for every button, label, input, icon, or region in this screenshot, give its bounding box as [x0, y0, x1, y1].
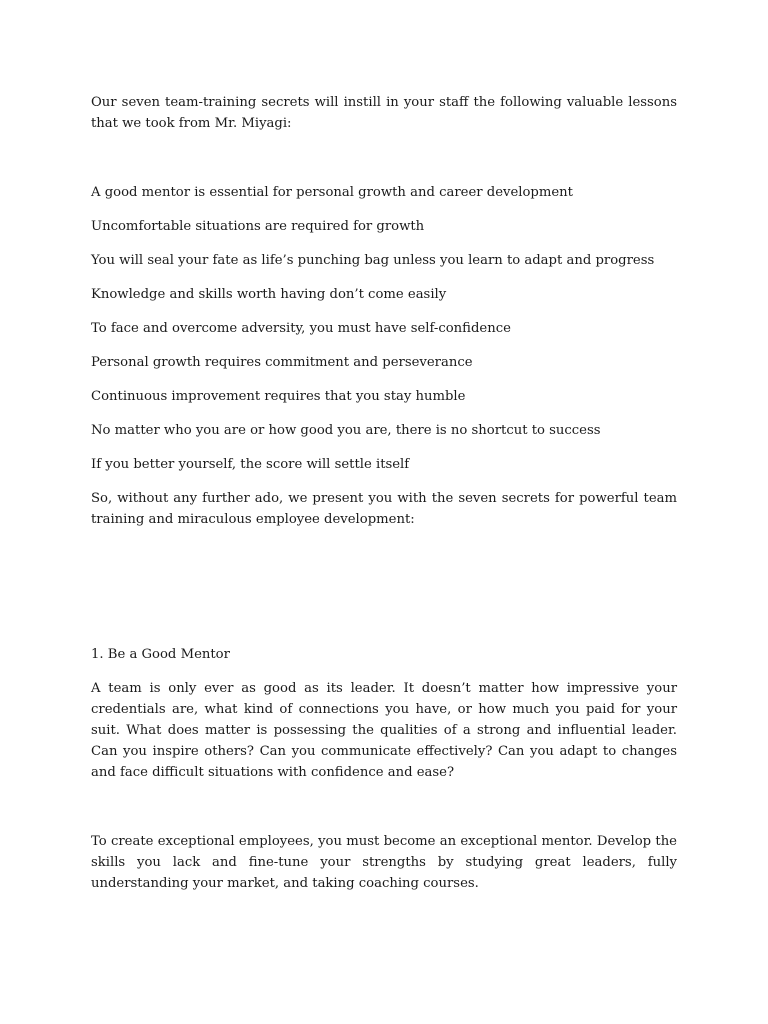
document-body — [91, 92, 677, 894]
section-heading: 1. Be a Good Mentor — [91, 647, 230, 662]
lesson-item: A good mentor is essential for personal growth and career development — [91, 185, 573, 200]
lesson-item: Personal growth requires commitment and perseverance — [91, 355, 473, 370]
lesson-item: You will seal your fate as life’s punching bag unless you learn to adapt and progress — [91, 253, 655, 268]
lesson-item: No matter who you are or how good you are, there is no shortcut to success — [91, 423, 601, 438]
lesson-item: To face and overcome adversity, you must have self-confidence — [91, 321, 511, 336]
lesson-item: If you better yourself, the score will settle itself — [91, 457, 410, 472]
intro-paragraph: Our seven team-training secrets will instill in your staff the following valuable lessons that we took from Mr. Miyagi: — [91, 95, 677, 131]
lead-out-paragraph: So, without any further ado, we present you with the seven secrets for powerful team training and miraculous employee development: — [91, 491, 677, 527]
section-paragraph: To create exceptional employees, you must become an exceptional mentor. Develop the skills you lack and fine-tune your strengths by studying great leaders, fully understanding your market, and taking coaching courses. — [91, 834, 677, 891]
section-paragraph: A team is only ever as good as its leader. It doesn’t matter how impressive your credentials are, what kind of connections you have, or how much you paid for your suit. What does matter is possessing the qualities of a strong and influential leader. Can you inspire others? Can you communicate effectively? Can you adapt to changes and face difficult situations with confidence and ease? — [91, 681, 677, 780]
lesson-item: Continuous improvement requires that you stay humble — [91, 389, 466, 404]
lesson-item: Knowledge and skills worth having don’t come easily — [91, 287, 447, 302]
lesson-item: Uncomfortable situations are required for growth — [91, 219, 425, 234]
